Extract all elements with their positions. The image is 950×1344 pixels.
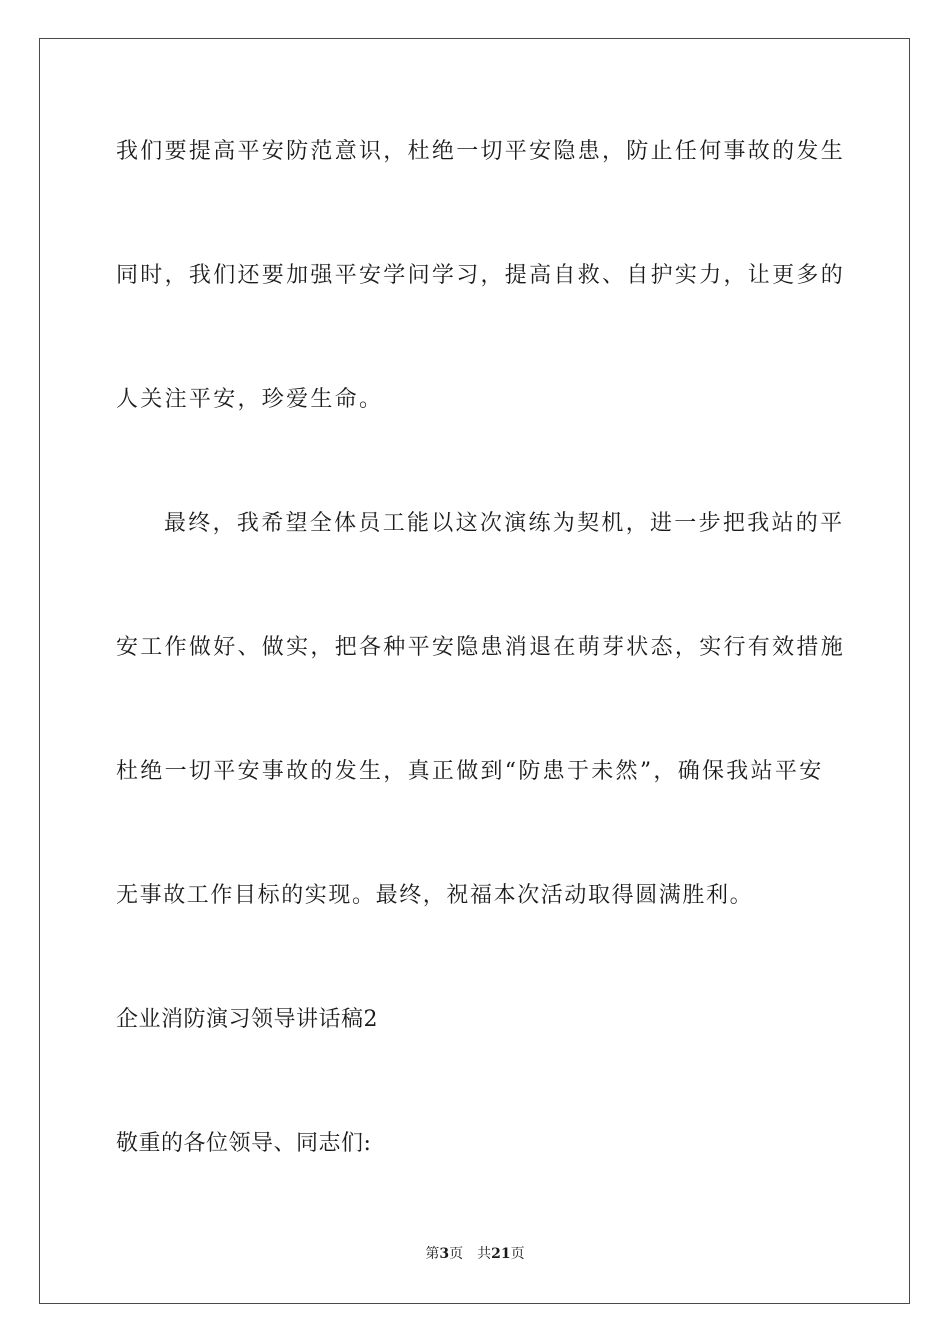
page-border bbox=[39, 38, 910, 1304]
text-line-1: 我们要提高平安防范意识，杜绝一切平安隐患，防止任何事故的发生 bbox=[116, 139, 846, 164]
text-line-3: 人关注平安，珍爱生命。 bbox=[116, 387, 384, 412]
text-line-6: 杜绝一切平安事故的发生，真正做到“防患于未然”，确保我站平安 bbox=[116, 759, 824, 784]
page-footer bbox=[0, 1245, 950, 1263]
text-line-4-paragraph-start: 最终，我希望全体员工能以这次演练为契机，进一步把我站的平 bbox=[164, 511, 845, 536]
salutation-line: 敬重的各位领导、同志们: bbox=[116, 1131, 372, 1156]
footer-page-suffix: 页 bbox=[449, 1246, 464, 1262]
section-heading: 企业消防演习领导讲话稿2 bbox=[116, 1007, 378, 1032]
text-line-7: 无事故工作目标的实现。最终，祝福本次活动取得圆满胜利。 bbox=[116, 883, 754, 908]
text-line-5: 安工作做好、做实，把各种平安隐患消退在萌芽状态，实行有效措施 bbox=[116, 635, 846, 660]
text-line-2: 同时，我们还要加强平安学问学习，提高自救、自护实力，让更多的 bbox=[116, 263, 846, 288]
footer-page-number: 3 bbox=[439, 1246, 450, 1262]
footer-total-prefix: 共 bbox=[477, 1246, 492, 1262]
footer-page-prefix: 第 bbox=[425, 1246, 440, 1262]
footer-total-number: 21 bbox=[491, 1246, 511, 1262]
footer-total-suffix: 页 bbox=[510, 1246, 525, 1262]
